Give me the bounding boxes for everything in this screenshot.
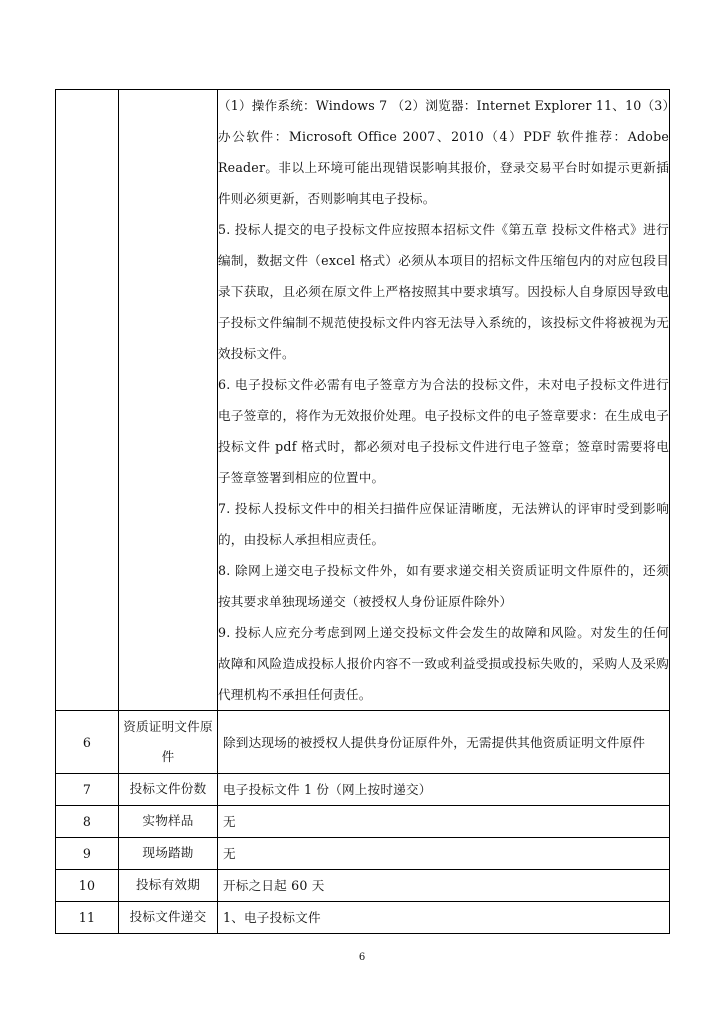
- table-row: [56, 870, 670, 902]
- row-number: 6: [56, 711, 119, 774]
- row-content: 除到达现场的被授权人提供身份证原件外，无需提供其他资质证明文件原件: [218, 711, 670, 774]
- row-name: 投标有效期: [119, 870, 218, 902]
- paragraph-item-8: 8. 除网上递交电子投标文件外，如有要求递交相关资质证明文件原件的，还须按其要求单独现场递交（被授权人身份证原件除外）: [218, 563, 669, 609]
- table-row: [56, 711, 670, 774]
- paragraph-item-7: 7. 投标人投标文件中的相关扫描件应保证清晰度，无法辨认的评审时受到影响的，由投标人承担相应责任。: [218, 501, 669, 547]
- table-row: [56, 774, 670, 806]
- row-content: 电子投标文件 1 份（网上按时递交）: [218, 774, 670, 806]
- row-number: 10: [56, 870, 119, 902]
- row-name: 现场踏勘: [119, 838, 218, 870]
- paragraph-item-9: 9. 投标人应充分考虑到网上递交投标文件会发生的故障和风险。对发生的任何故障和风险造成投标人报价内容不一致或利益受损或投标失败的，采购人及采购代理机构不承担任何责任。: [218, 625, 669, 702]
- paragraph-item-6: 6. 电子投标文件必需有电子签章方为合法的投标文件，未对电子投标文件进行电子签章的，将作为无效报价处理。电子投标文件的电子签章要求：在生成电子投标文件 pdf 格式时，都必须对电子投标文件进行电子签章；签章时需要将电子签章签署到相应的位置中。: [218, 377, 669, 485]
- paragraph-item-5: 5. 投标人提交的电子投标文件应按照本招标文件《第五章 投标文件格式》进行编制，数据文件（excel 格式）必须从本项目的招标文件压缩包内的对应包段目录下获取，且必须在原文件上严格按照其中要求填写。因投标人自身原因导致电子投标文件编制不规范使投标文件内容无法导入系统的，该投标文件将被视为无效投标文件。: [218, 222, 669, 361]
- row-number: 11: [56, 902, 119, 934]
- table-row: [56, 806, 670, 838]
- row-content: 1、电子投标文件: [218, 902, 670, 934]
- row-content-cell: [218, 90, 670, 711]
- row-number: 8: [56, 806, 119, 838]
- table-row: [56, 902, 670, 934]
- row-number: 9: [56, 838, 119, 870]
- row-name: 投标文件递交: [119, 902, 218, 934]
- page-number: 6: [358, 952, 366, 963]
- row-content: 无: [218, 838, 670, 870]
- row-content: 无: [218, 806, 670, 838]
- row-number: 7: [56, 774, 119, 806]
- row-number-cell: [56, 90, 119, 711]
- tender-info-table: [55, 89, 670, 934]
- row-name: 实物样品: [119, 806, 218, 838]
- row-content: 开标之日起 60 天: [218, 870, 670, 902]
- table-row: [56, 838, 670, 870]
- table-row-continued: [56, 90, 670, 711]
- row-name: 投标文件份数: [119, 774, 218, 806]
- row-name-cell: [119, 90, 218, 711]
- paragraph-environment: （1）操作系统：Windows 7 （2）浏览器：Internet Explorer 11、10（3）办公软件：Microsoft Office 2007、2010（4）PDF 软件推荐：Adobe Reader。非以上环境可能出现错误影响其报价，登录交易平台时如提示更新插件则必须更新，否则影响其电子投标。: [218, 98, 669, 206]
- row-name: 资质证明文件原件: [119, 711, 218, 774]
